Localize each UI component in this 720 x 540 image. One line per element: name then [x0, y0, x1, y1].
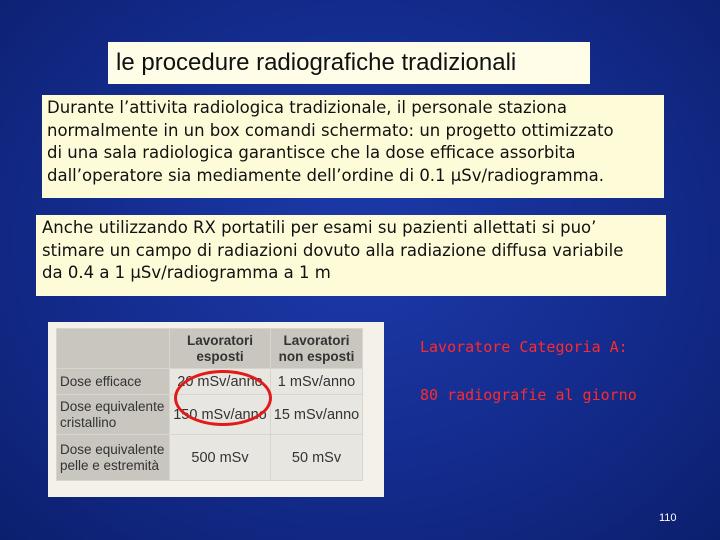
- row-label-line: Dose equivalente: [60, 398, 165, 414]
- paragraph-line: stimare un campo di radiazioni dovuto alla radiazione diffusa variabile: [42, 240, 624, 260]
- header-line: Lavoratori: [283, 332, 350, 348]
- row-label-line: cristallino: [60, 414, 117, 430]
- row-label-lens-dose: [57, 395, 170, 435]
- cell-exposed-value: 500 mSv: [170, 435, 271, 481]
- row-label-line: pelle e estremità: [60, 457, 160, 473]
- paragraph-portable-rx: [36, 215, 666, 296]
- row-label-effective-dose: [57, 369, 170, 395]
- header-line: non esposti: [278, 348, 355, 364]
- note-category-a: Lavoratore Categoria A:: [420, 338, 628, 356]
- paragraph-line: da 0.4 a 1 µSv/radiogramma a 1 m: [42, 263, 331, 282]
- table-row: [57, 435, 363, 481]
- cell-exposed-value: 150 mSv/anno: [170, 395, 271, 435]
- table-corner-cell: [57, 329, 170, 369]
- note-radiographs-per-day: 80 radiografie al giorno: [420, 386, 637, 404]
- paragraph-control-room: [42, 95, 664, 198]
- cell-non-exposed-value: 1 mSv/anno: [271, 369, 363, 395]
- cell-exposed-value: 20 mSv/anno: [170, 369, 271, 395]
- header-line: esposti: [196, 348, 244, 364]
- header-exposed-workers: [170, 329, 271, 369]
- header-line: Lavoratori: [186, 332, 254, 348]
- row-label-line: Dose equivalente: [60, 441, 165, 457]
- highlight-circle: [174, 370, 272, 426]
- paragraph-line: normalmente in un box comandi schermato: un progetto ottimizzato: [47, 120, 614, 140]
- paragraph-line: Durante l’attivita radiologica tradizionale, il personale staziona: [47, 98, 567, 117]
- cell-non-exposed-value: 15 mSv/anno: [271, 395, 363, 435]
- paragraph-line: Anche utilizzando RX portatili per esami su pazienti allettati si puo’: [42, 218, 597, 237]
- paragraph-line: dall’operatore sia mediamente dell’ordine di 0.1 µSv/radiogramma.: [47, 165, 605, 185]
- table-header-row: [57, 329, 363, 369]
- cell-non-exposed-value: 50 mSv: [271, 435, 363, 481]
- paragraph-line: di una sala radiologica garantisce che la dose efficace assorbita: [47, 143, 576, 162]
- row-label-skin-dose: [57, 435, 170, 481]
- slide-title: le procedure radiografiche tradizionali: [108, 42, 590, 84]
- row-label-line: Dose efficace: [60, 373, 142, 389]
- page-number: 110: [659, 512, 677, 524]
- header-non-exposed-workers: [271, 329, 363, 369]
